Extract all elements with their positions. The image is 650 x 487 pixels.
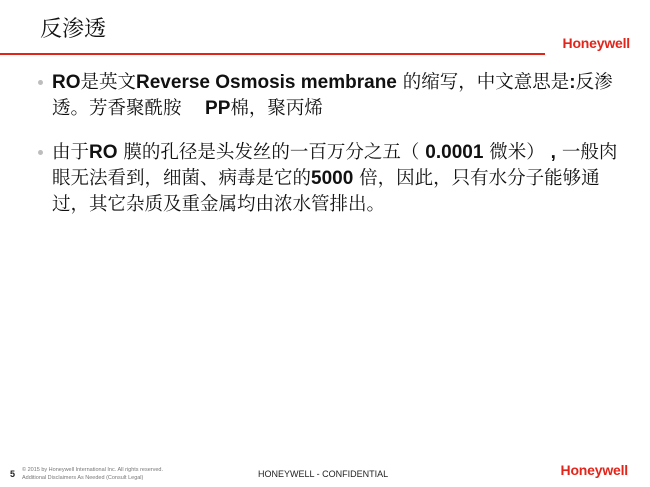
text-segment: 膜的孔径是头发丝的一百万分之五（: [117, 142, 426, 163]
slide-title: 反渗透: [40, 17, 107, 42]
honeywell-logo-bottom: Honeywell: [560, 462, 628, 478]
bullet-dot-icon: [38, 80, 43, 85]
honeywell-logo-top: Honeywell: [562, 35, 630, 51]
text-segment: 微米）: [483, 142, 551, 163]
confidential-label: HONEYWELL - CONFIDENTIAL: [258, 469, 389, 479]
legal-line-disclaimer: Additional Disclaimers As Needed (Consult Legal): [22, 475, 144, 481]
text-segment: 倍，因此，只有水分子能够通过，其它杂质及重金属均由浓水管排出。: [52, 168, 600, 215]
text-segment: :: [569, 72, 576, 93]
bullet-list: [38, 70, 618, 236]
text-segment: 的缩写，中文意思是: [396, 72, 570, 93]
legal-line-copyright: © 2015 by Honeywell International Inc. All rights reserved.: [22, 467, 164, 473]
bullet-dot-icon: [38, 150, 43, 155]
bullet-item: [38, 70, 618, 122]
bullet-text: [52, 142, 617, 215]
text-segment: 反渗透。芳香聚酰胺: [52, 72, 613, 119]
text-segment: RO: [52, 72, 81, 93]
legal-notice: [22, 466, 163, 482]
bullet-text: [52, 72, 613, 119]
text-segment: PP: [205, 98, 231, 119]
text-segment: RO: [89, 142, 118, 163]
text-segment: Reverse Osmosis membrane: [136, 72, 397, 93]
text-segment: 0.0001: [425, 142, 484, 163]
title-divider: [0, 53, 545, 55]
text-segment: 棉，聚丙烯: [230, 98, 323, 119]
text-segment: 由于: [52, 142, 90, 163]
bullet-item: [38, 140, 618, 218]
page-number: 5: [10, 469, 16, 479]
text-segment: ,: [550, 142, 556, 163]
text-segment: 是英文: [80, 72, 137, 93]
text-segment: 5000: [311, 168, 354, 189]
text-segment: 一般肉眼无法看到，细菌、病毒是它的: [52, 142, 618, 189]
